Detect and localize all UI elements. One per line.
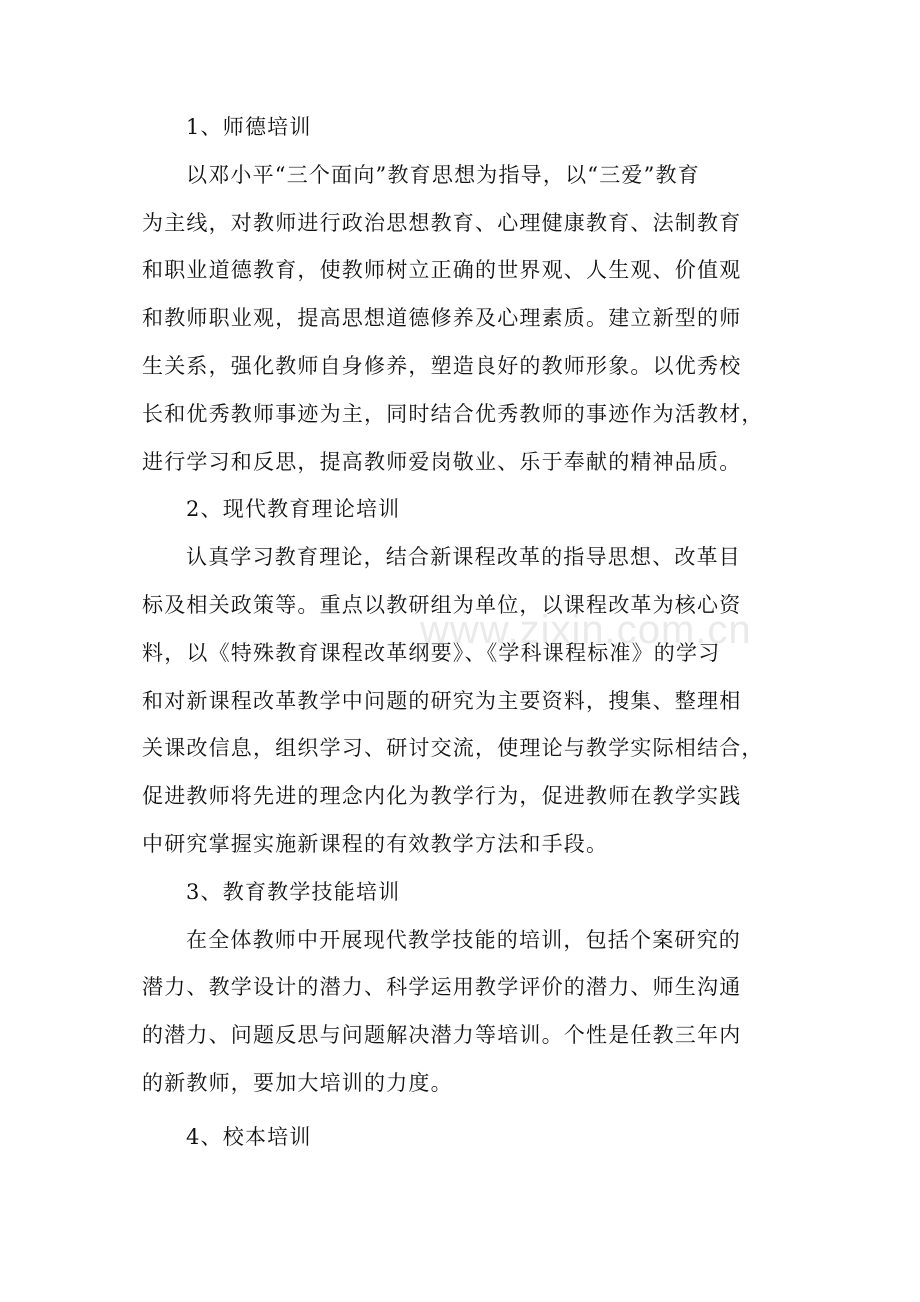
section-heading-4: 4、校本培训: [186, 1124, 312, 1149]
paragraph-line: 长和优秀教师事迹为主，同时结合优秀教师的事迹作为活教材，: [142, 401, 764, 426]
watermark: www.zixin.com.cn: [420, 608, 752, 652]
paragraph-line: 的新教师，要加大培训的力度。: [142, 1070, 453, 1095]
section-heading-3: 3、教育教学技能培训: [186, 879, 401, 904]
paragraph-line: 和教师职业观，提高思想道德修养及心理素质。建立新型的师: [142, 306, 742, 331]
section-heading-1: 1、师德培训: [186, 115, 312, 139]
paragraph-line: 和职业道德教育，使教师树立正确的世界观、人生观、价值观: [142, 258, 742, 283]
paragraph-line: 为主线，对教师进行政治思想教育、心理健康教育、法制教育: [142, 210, 742, 235]
paragraph-line: 标及相关政策等。重点以教研组为单位，以课程改革为核心资: [142, 592, 742, 617]
paragraph-line: 中研究掌握实施新课程的有效教学方法和手段。: [142, 831, 609, 856]
paragraph-line: 料，以《特殊教育课程改革纲要》、《学科课程标准》的学习: [142, 640, 721, 665]
paragraph-line: 以邓小平“三个面向”教育思想为指导，以“三爱”教育: [186, 162, 700, 187]
paragraph-line: 生关系，强化教师自身修养，塑造良好的教师形象。以优秀校: [142, 353, 742, 378]
paragraph-line: 认真学习教育理论，结合新课程改革的指导思想、改革目: [186, 545, 741, 570]
paragraph-line: 和对新课程改革教学中问题的研究为主要资料，搜集、整理相: [142, 688, 742, 713]
paragraph-line: 潜力、教学设计的潜力、科学运用教学评价的潜力、师生沟通: [142, 975, 742, 1000]
paragraph-line: 促进教师将先进的理念内化为教学行为，促进教师在教学实践: [142, 784, 742, 809]
paragraph-line: 关课改信息，组织学习、研讨交流，使理论与教学实际相结合，: [142, 736, 764, 761]
paragraph-line: 进行学习和反思，提高教师爱岗敬业、乐于奉献的精神品质。: [142, 449, 742, 474]
document-body: [142, 104, 782, 1162]
paragraph-line: 在全体教师中开展现代教学技能的培训，包括个案研究的: [186, 927, 741, 952]
section-heading-2: 2、现代教育理论培训: [186, 497, 401, 522]
paragraph-line: 的潜力、问题反思与问题解决潜力等培训。个性是任教三年内: [142, 1023, 742, 1048]
